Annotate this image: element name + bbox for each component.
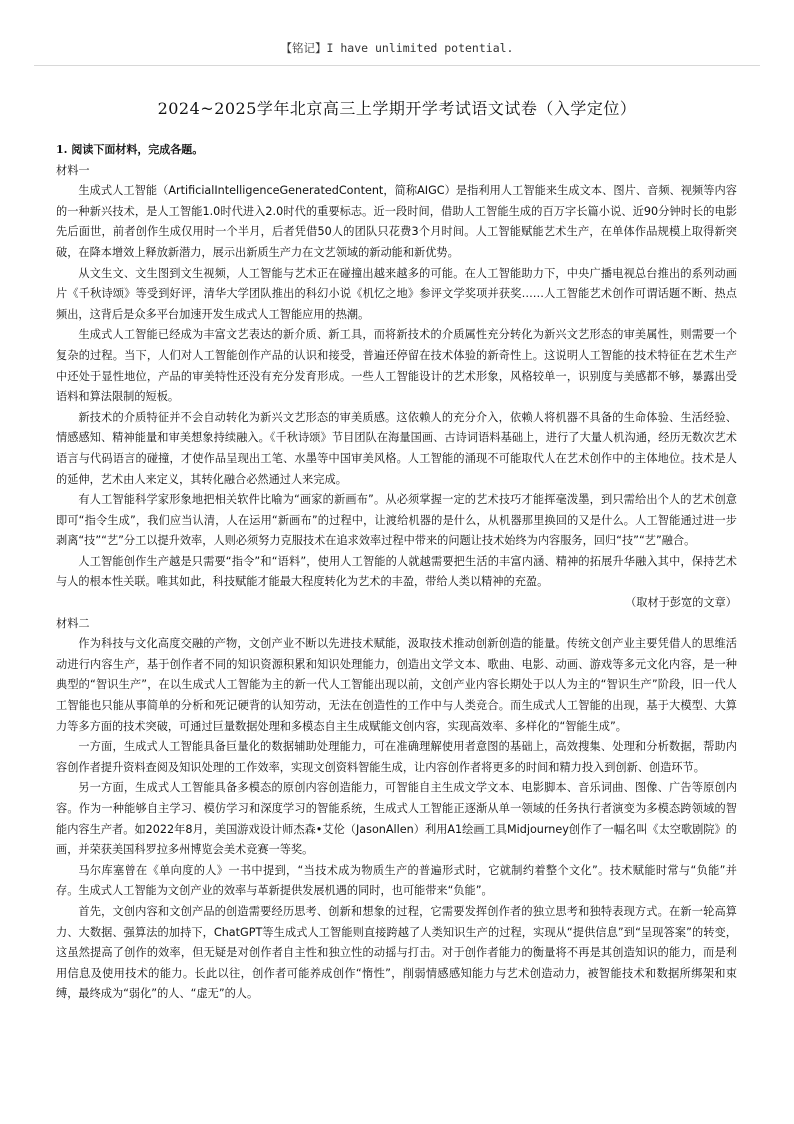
material-2-label: 材料二 bbox=[56, 616, 90, 630]
header-divider bbox=[34, 65, 760, 66]
document-body bbox=[56, 140, 737, 1005]
material-1-paragraph: 生成式人工智能（ArtificialIntelligenceGeneratedContent，简称AIGC）是指利用人工智能来生成文本、图片、音频、视频等内容的一种新兴技术，是人工智能1.0时代进入2.0时代的重要标志。近一段时间，借助人工智能生成的百万字长篇小说、近90分钟时长的电影先后面世，前者创作生成仅用时一个半月，后者凭借50人的团队只花费3个月时间。人工智能赋能艺术生产，在单体作品规模上取得新突破，在降本增效上释放新潜力，展示出新质生产力在文艺领域的新动能和新优势。 bbox=[56, 184, 737, 259]
material-2-paragraph: 首先，文创内容和文创产品的创造需要经历思考、创新和想象的过程，它需要发挥创作者的独立思考和独特表现方式。在新一轮高算力、大数据、强算法的加持下，ChatGPT等生成式人工智能则直接跨越了人类知识生产的过程，实现从“提供信息”到“呈现答案”的转变，这虽然提高了创作的效率，但无疑是对创作者自主性和独立性的动摇与打击。对于创作者能力的衡量将不再是其创造知识的能力，而是利用信息及使用技术的能力。长此以往，创作者可能养成创作“惰性”，削弱情感感知能力与艺术创造动力，被智能技术和数据所绑架和束缚，最终成为“弱化”的人、“虚无”的人。 bbox=[56, 904, 737, 1001]
material-1-source: （取材于彭宽的文章） bbox=[625, 596, 737, 610]
material-2-paragraph: 作为科技与文化高度交融的产物，文创产业不断以先进技术赋能，汲取技术推动创新创造的能量。传统文创产业主要凭借人的思维活动进行内容生产，基于创作者不同的知识资源积累和知识处理能力，创造出文学文本、歌曲、电影、动画、游戏等多元文化内容，是一种典型的“智识生产”，在以生成式人工智能为主的新一代人工智能出现以前，文创产业内容长期处于以人为主的“智识生产”阶段，旧一代人工智能也只能从事简单的分析和死记硬背的认知劳动，无法在创造性的工作中与人类竞合。而生成式人工智能的出现，基于大模型、大算力等多方面的技术突破，可通过巨量数据处理和多模态自主生成赋能文创内容，实现高效率、多样化的“智能生成”。 bbox=[56, 637, 737, 733]
material-2-paragraph: 另一方面，生成式人工智能具备多模态的原创内容创造能力，可智能自主生成文学文本、电影脚本、音乐词曲、图像、广告等原创内容。作为一种能够自主学习、模仿学习和深度学习的智能系统，生成式人工智能正逐渐从单一领域的任务执行者演变为多模态跨领域的智能内容生产者。如2022年8月，美国游戏设计师杰森•艾伦（JasonAllen）利用A1绘画工具Midjourney创作了一幅名叫《太空歌剧院》的画，并荣获美国科罗拉多州博览会美术竞赛一等奖。 bbox=[56, 781, 737, 857]
material-1-paragraph: 人工智能创作生产越是只需要“指令”和“语料”，使用人工智能的人就越需要把生活的丰富内涵、精神的拓展升华融入其中，保持艺术与人的根本性关联。唯其如此，科技赋能才能最大程度转化为艺术的丰盈，带给人类以精神的充盈。 bbox=[56, 554, 737, 589]
header-motto: 【铭记】I have unlimited potential. bbox=[280, 41, 514, 55]
material-1-paragraph: 新技术的介质特征并不会自动转化为新兴文艺形态的审美质感。这依赖人的充分介入，依赖人将机器不具备的生命体验、生活经验、情感感知、精神能量和审美想象持续融入。《千秋诗颂》节目团队在海量国画、古诗词语料基础上，进行了大量人机沟通，经历无数次艺术语言与代码语言的碰撞，才使作品呈现出工笔、水墨等中国审美风格。人工智能的涌现不可能取代人在艺术创作中的主体地位。技术是人的延伸，艺术由人来定义，其转化融合必然通过人来完成。 bbox=[56, 410, 737, 486]
material-1-paragraph: 从文生文、文生图到文生视频，人工智能与艺术正在碰撞出越来越多的可能。在人工智能助力下，中央广播电视总台推出的系列动画片《千秋诗颂》等受到好评，清华大学团队推出的科幻小说《机忆之地》参评文学奖项并获奖……人工智能艺术创作可谓话题不断、热点频出，这背后是众多平台加速开发生成式人工智能应用的热潮。 bbox=[56, 266, 737, 321]
material-2-paragraph: 马尔库塞曾在《单向度的人》一书中提到，“当技术成为物质生产的普遍形式时，它就制约着整个文化”。技术赋能时常与“负能”并存。生成式人工智能为文创产业的效率与革新提供发展机遇的同时，也可能带来“负能”。 bbox=[56, 863, 737, 898]
material-1-paragraph: 生成式人工智能已经成为丰富文艺表达的新介质、新工具，而将新技术的介质属性充分转化为新兴文艺形态的审美属性，则需要一个复杂的过程。当下，人们对人工智能创作产品的认识和接受，普遍还停留在技术体验的新奇性上。这说明人工智能的技术特征在艺术生产中还处于显性地位，产品的审美特性还没有充分发育形成。一些人工智能设计的艺术形象，风格较单一，识别度与美感都不够，暴露出受语料和算法限制的短板。 bbox=[56, 328, 737, 404]
question-label: 1. 阅读下面材料，完成各题。 bbox=[56, 143, 204, 156]
material-2-paragraph: 一方面，生成式人工智能具备巨量化的数据辅助处理能力，可在准确理解使用者意图的基础上，高效搜集、处理和分析数据，帮助内容创作者提升资料查阅及知识处理的工作效率，实现文创资料智能生成，让内容创作者将更多的时间和精力投入到创新、创造环节。 bbox=[56, 740, 737, 774]
material-1-paragraph: 有人工智能科学家形象地把相关软件比喻为“画家的新画布”。从必须掌握一定的艺术技巧才能挥毫泼墨，到只需给出个人的艺术创意即可“指令生成”，我们应当认清，人在运用“新画布”的过程中，让渡给机器的是什么，从机器那里换回的又是什么。人工智能通过进一步剥离“技”“艺”分工以提升效率，人则必须努力克服技术在追求效率过程中带来的问题让技术始终为内容服务，回归“技”“艺”融合。 bbox=[56, 493, 737, 548]
page-title: 2024~2025学年北京高三上学期开学考试语文试卷（入学定位） bbox=[157, 99, 637, 118]
material-1-label: 材料一 bbox=[56, 163, 90, 177]
